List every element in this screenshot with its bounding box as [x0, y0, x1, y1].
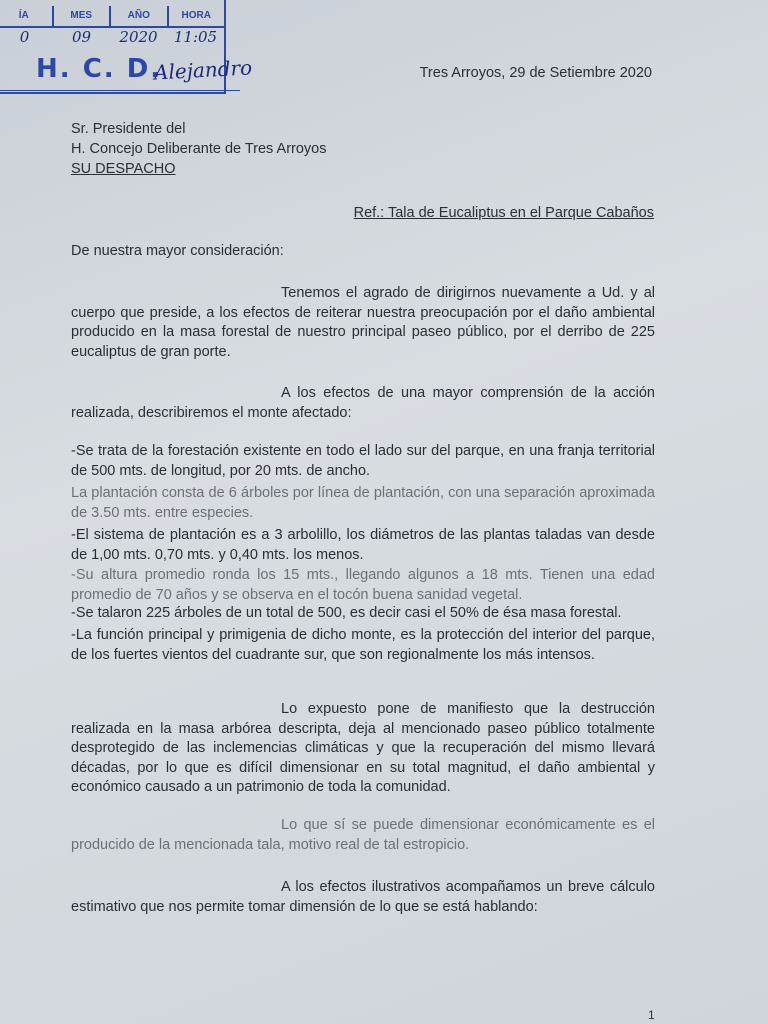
bullet-6: -La función principal y primigenia de dicho monte, es la protección del interior del parque, de los fuertes vientos del cuadrante sur, que son regionalmente los más intensos.: [71, 627, 655, 663]
stamp-value-day: 0: [19, 28, 30, 46]
letter-date: Tres Arroyos, 29 de Setiembre 2020: [419, 65, 652, 81]
bullet-3: -El sistema de plantación es a 3 arbolillo, los diámetros de las plantas taladas van desde de 1,00 mts. 0,70 mts. y 0,40 mts. los menos.: [71, 527, 655, 563]
paragraph-2: A los efectos de una mayor comprensión de la acción realizada, describiremos el monte afectado:: [71, 385, 655, 421]
recipient-line-3: SU DESPACHO: [71, 161, 176, 177]
bullet-1: -Se trata de la forestación existente en todo el lado sur del parque, en una franja territorial de 500 mts. de longitud, por 20 mts. de ancho.: [71, 443, 655, 479]
greeting: De nuestra mayor consideración:: [71, 243, 284, 259]
stamp-value-year: 2020: [119, 28, 158, 46]
stamp-header-hour: HORA: [181, 10, 211, 21]
stamp-value-hour: 11:05: [173, 28, 218, 46]
paragraph-5: A los efectos ilustrativos acompañamos un breve cálculo estimativo que nos permite tomar dimensión de lo que se está hablando:: [71, 879, 655, 915]
stamp-header-day: ÍA: [0, 6, 54, 26]
recipient-line-1: Sr. Presidente del: [71, 121, 186, 137]
stamp-underline: [0, 90, 240, 91]
stamp-header-year: AÑO: [111, 6, 169, 26]
stamp-org: H. C. D.: [36, 54, 163, 84]
stamp-signature: Alejandro: [153, 55, 253, 85]
bullet-5: -Se talaron 225 árboles de un total de 500, es decir casi el 50% de ésa masa forestal.: [71, 605, 622, 621]
stamp-value-month: 09: [71, 28, 92, 46]
bullet-2: La plantación consta de 6 árboles por línea de plantación, con una separación aproximada de 3.50 mts. entre especies.: [71, 485, 655, 521]
paragraph-1: Tenemos el agrado de dirigirnos nuevamente a Ud. y al cuerpo que preside, a los efectos de reiterar nuestra preocupación por el daño ambiental producido en la masa forestal de nuestro principal paseo público, por el derribo de 225 eucaliptus de gran porte.: [71, 285, 655, 360]
paragraph-4: Lo que sí se puede dimensionar económicamente es el producido de la mencionada tala, motivo real de tal estropicio.: [71, 817, 655, 853]
reference-line: Ref.: Tala de Eucaliptus en el Parque Cabaños: [353, 205, 654, 221]
reception-stamp: [0, 0, 253, 94]
paragraph-3: Lo expuesto pone de manifiesto que la destrucción realizada en la masa arbórea descripta, deja al mencionado paseo público totalmente desprotegido de las inclemencias climáticas y que la recuperación del mismo llevará décadas, por lo que es difícil dimensionar en su total magnitud, el daño ambiental y económico causado a un patrimonio de toda la comunidad.: [71, 701, 655, 795]
recipient-line-2: H. Concejo Deliberante de Tres Arroyos: [71, 141, 327, 157]
bullet-4: -Su altura promedio ronda los 15 mts., llegando algunos a 18 mts. Tienen una edad promedio de 70 años y se observa en el tocón buena sanidad vegetal.: [71, 567, 655, 603]
page-mark: 1: [648, 1008, 655, 1022]
stamp-header-month: MES: [54, 6, 112, 26]
